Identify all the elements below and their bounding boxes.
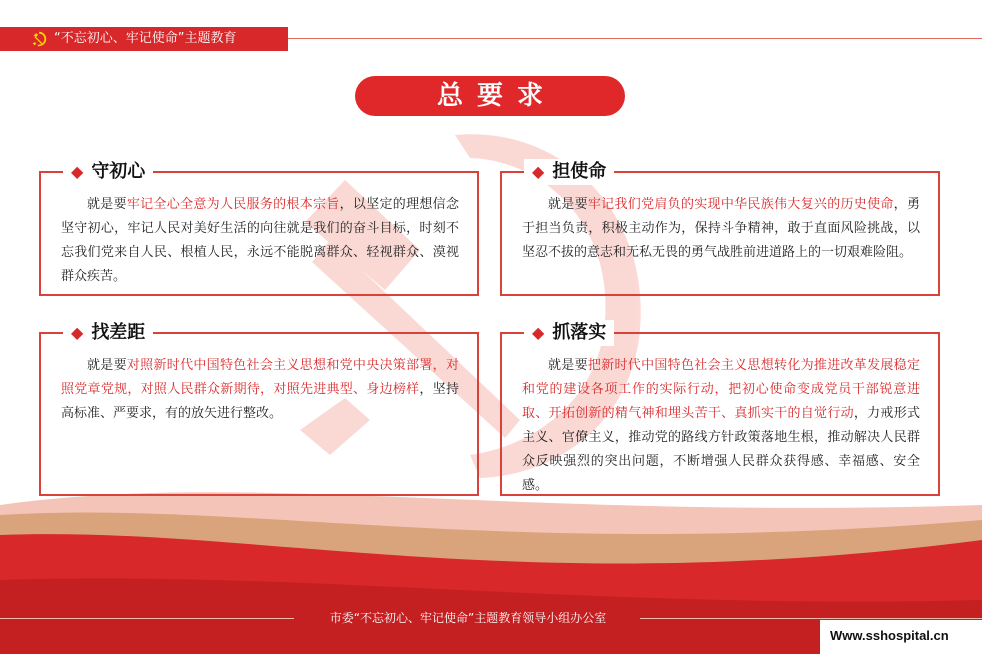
body-highlight: 牢记我们党肩负的实现中华民族伟大复兴的历史使命 (587, 197, 894, 212)
body-rest: ，力戒形式主义、官僚主义，推动党的路线方针政策落地生根，推动解决人民群众反映强烈的突出问题，不断增强人民群众获得感、幸福感、安全感。 (522, 406, 920, 493)
diamond-icon: ◆ (71, 323, 84, 342)
body-highlight: 牢记全心全意为人民服务的根本宗旨 (126, 197, 340, 212)
section-heading (524, 320, 614, 346)
body-intro: 就是要 (548, 358, 588, 373)
website-link[interactable]: Www.sshospital.cn (830, 628, 949, 643)
section-zhua-luoshi (500, 322, 940, 496)
page-title: 总要求 (355, 76, 625, 116)
footer-rule-right (640, 618, 982, 619)
section-body (522, 193, 920, 265)
section-body (61, 193, 459, 289)
diamond-icon: ◆ (532, 323, 545, 342)
section-shou-chuxin (39, 161, 479, 296)
section-body (61, 354, 459, 426)
footer-rule-left (0, 618, 294, 619)
section-heading (63, 159, 153, 185)
header-rule (288, 38, 982, 39)
body-rest: ，勇于担当负责，积极主动作为，保持斗争精神，敢于直面风险挑战，以坚忍不拔的意志和无私无畏的勇气战胜前进道路上的一切艰难险阻。 (522, 197, 920, 260)
section-dan-shiming (500, 161, 940, 296)
section-heading (524, 159, 614, 185)
section-heading-text: 守初心 (91, 161, 146, 182)
section-heading-text: 找差距 (91, 322, 146, 343)
body-highlight: 对照新时代中国特色社会主义思想和党中央决策部署，对照党章党规，对照人民群众新期待，对照先进典型、身边榜样 (61, 358, 459, 397)
body-rest: ，以坚定的理想信念坚守初心，牢记人民对美好生活的向往就是我们的奋斗目标，时刻不忘我们党来自人民、根植人民，永远不能脱离群众、轻视群众、漠视群众疾苦。 (61, 197, 459, 284)
party-emblem-icon (30, 30, 48, 48)
body-intro: 就是要 (548, 197, 588, 212)
section-heading (63, 320, 153, 346)
footer-text: 市委“不忘初心、牢记使命”主题教育领导小组办公室 (329, 611, 607, 625)
section-zhao-chaju (39, 322, 479, 496)
section-body (522, 354, 920, 498)
body-highlight: 把新时代中国特色社会主义思想转化为推进改革发展稳定和党的建设各项工作的实际行动，把初心使命变成党员干部锐意进取、开拓创新的精气神和埋头苦干、真抓实干的自觉行动 (522, 358, 920, 421)
section-heading-text: 担使命 (552, 161, 607, 182)
header-badge-text: “不忘初心、牢记使命”主题教育 (54, 31, 237, 46)
header-badge (0, 27, 288, 51)
body-rest: ，坚持高标准、严要求，有的放矢进行整改。 (61, 382, 459, 421)
body-intro: 就是要 (87, 358, 127, 373)
diamond-icon: ◆ (71, 162, 84, 181)
diamond-icon: ◆ (532, 162, 545, 181)
body-intro: 就是要 (87, 197, 127, 212)
section-heading-text: 抓落实 (552, 322, 607, 343)
